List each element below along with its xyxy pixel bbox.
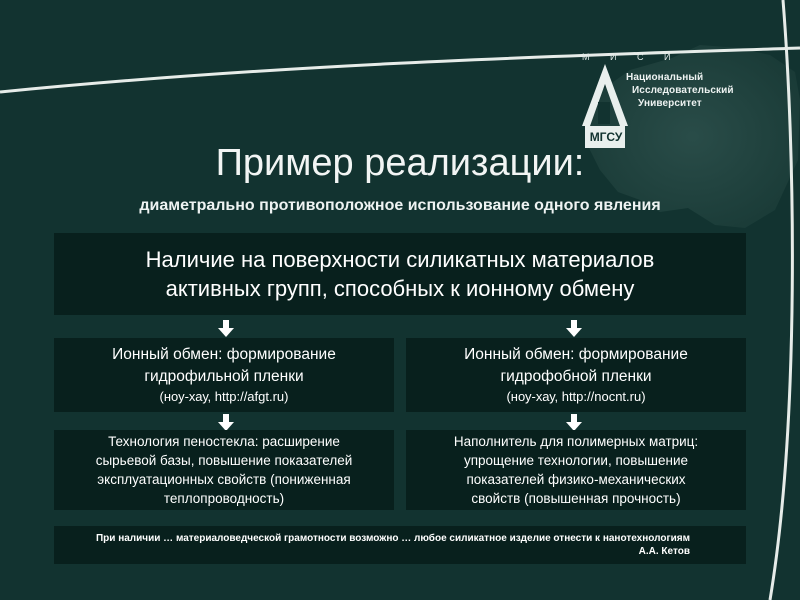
slide-title: Пример реализации: — [215, 142, 585, 184]
university-logo — [580, 52, 760, 152]
arrow-down-icon — [218, 320, 234, 338]
logo-org-line3: Университет — [638, 98, 702, 109]
right-result-line2: упрощение технологии, повышение — [463, 453, 689, 468]
premise-box — [54, 233, 746, 315]
logo-org-line1: Национальный — [626, 72, 704, 83]
arrow-down-icon — [566, 320, 582, 338]
footer-quote-box — [54, 526, 746, 564]
slide-subtitle: диаметрально противоположное использование одного явления — [139, 197, 661, 214]
logo-abbreviation: М И С И — [582, 52, 680, 62]
right-exchange-line1: Ионный обмен: формирование — [464, 346, 688, 363]
right-result-line1: Наполнитель для полимерных матриц: — [453, 434, 699, 449]
left-result-box — [54, 430, 394, 510]
premise-line2: активных групп, способных к ионному обмену — [165, 276, 635, 301]
right-exchange-source: (ноу-хау, http://nocnt.ru) — [506, 389, 646, 404]
footer-quote: При наличии … материаловедческой грамотности возможно … любое силикатное изделие отнести к нанотехнологиям — [95, 533, 690, 544]
right-result-box — [406, 430, 746, 510]
left-exchange-source: (ноу-хау, http://afgt.ru) — [159, 389, 289, 404]
premise-line1: Наличие на поверхности силикатных материалов — [145, 247, 655, 272]
left-result-line3: эксплуатационных свойств (пониженная — [97, 472, 351, 487]
right-exchange-box — [406, 338, 746, 412]
left-exchange-box — [54, 338, 394, 412]
left-result-line4: теплопроводность) — [163, 491, 285, 506]
left-result-line1: Технология пеностекла: расширение — [108, 434, 340, 449]
logo-org-line2: Исследовательский — [632, 85, 734, 96]
right-result-line4: свойств (повышенная прочность) — [471, 491, 681, 506]
left-exchange-line1: Ионный обмен: формирование — [112, 346, 336, 363]
logo-emblem-text: МГСУ — [589, 130, 623, 144]
right-result-line3: показателей физико-механических — [466, 472, 686, 487]
right-exchange-line2: гидрофобной пленки — [500, 368, 652, 385]
left-result-line2: сырьевой базы, повышение показателей — [95, 453, 353, 468]
left-exchange-line2: гидрофильной пленки — [144, 368, 304, 385]
footer-author: А.А. Кетов — [638, 546, 690, 557]
